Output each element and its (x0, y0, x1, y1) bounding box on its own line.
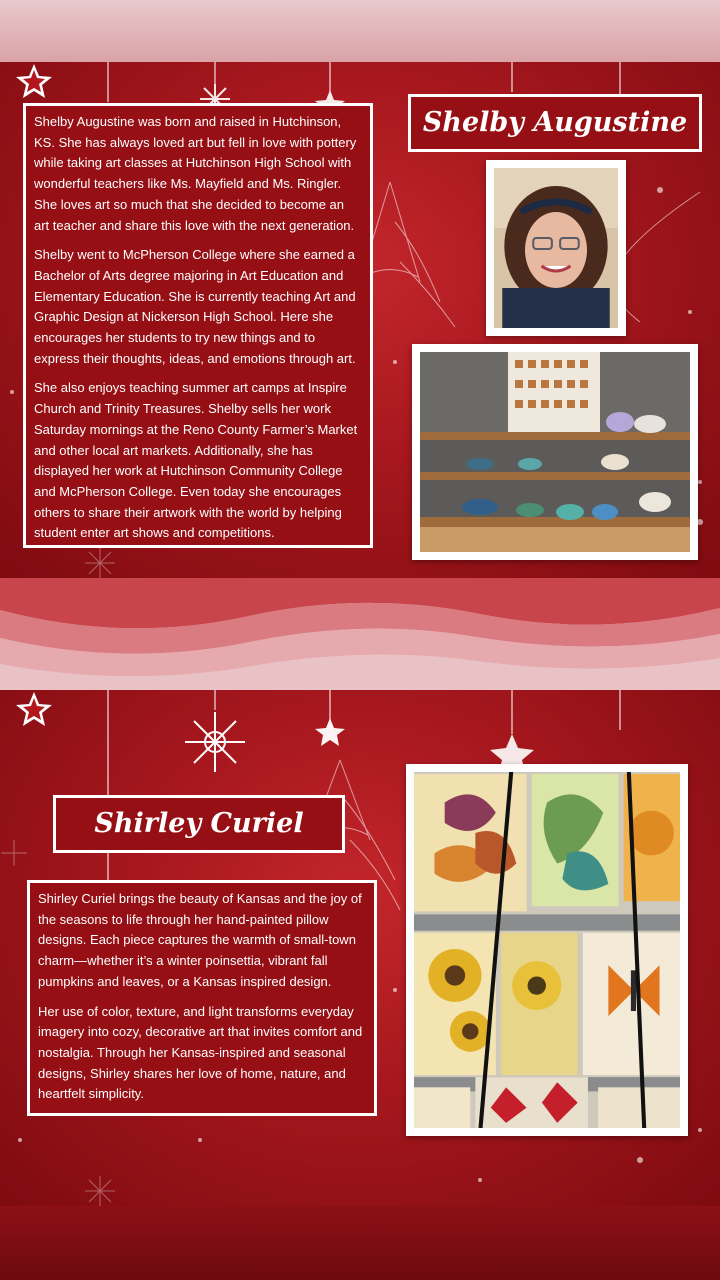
portrait-photo (486, 160, 626, 336)
bio-paragraph: Her use of color, texture, and light transforms everyday imagery into cozy, decorative art that invites comfort and nostalgia. Through her Kansas-inspired and seasonal designs, Shirley shares her love of home, nature, and heartfelt simplicity. (38, 1003, 363, 1102)
pottery-display-photo (412, 344, 698, 560)
artist-name-title: Shirley Curiel (53, 795, 345, 853)
artist-name-title: Shelby Augustine (408, 94, 702, 152)
pottery-display-icon (420, 352, 690, 552)
painted-pillows-photo (406, 764, 688, 1136)
bio-paragraph: She also enjoys teaching summer art camps at Inspire Church and Trinity Treasures. Shelby sells her work Saturday mornings at the Reno County Farmer’s Market and other local art markets. Additionally, she has displayed her work at Hutchinson Community College and McPherson College. Even today she encourages others to share their artwork with the world by helping student enter art shows and competitions. (34, 380, 358, 541)
bottom-band (0, 1206, 720, 1280)
bio-paragraph: Shelby Augustine was born and raised in Hutchinson, KS. She has always loved art but fell in love with pottery while taking art classes at Hutchinson High School with wonderful teachers like Ms. Mayfield and Ms. Ringler. She loves art so much that she decided to become an art teacher and share this love with the next generation. (34, 114, 357, 233)
shirley-bio-box (27, 880, 377, 1116)
snowflake-icon (185, 712, 245, 772)
slide-shelby (0, 62, 720, 578)
slide-shirley (0, 690, 720, 1206)
faint-snowflake-icon (85, 548, 115, 578)
wave-icon (0, 578, 720, 690)
shelby-bio-box (23, 103, 373, 548)
bio-paragraph: Shelby went to McPherson College where she earned a Bachelor of Arts degree majoring in Art Education and Elementary Education. She is currently teaching Art and Graphic Design at Nickerson High School. Here she encourages her students to try new things and to express their thoughts, ideas, and emotions through art. (34, 247, 356, 366)
top-band (0, 0, 720, 62)
bio-paragraph: Shirley Curiel brings the beauty of Kansas and the joy of the seasons to life through her hand-painted pillow designs. Each piece captures the warmth of small-town charm—whether it’s a winter poinsettia, vibrant fall pumpkins and leaves, or a Kansas inspired design. (38, 891, 362, 989)
wave-divider (0, 578, 720, 690)
painted-pillows-icon (414, 772, 680, 1128)
portrait-photo-icon (494, 168, 618, 328)
